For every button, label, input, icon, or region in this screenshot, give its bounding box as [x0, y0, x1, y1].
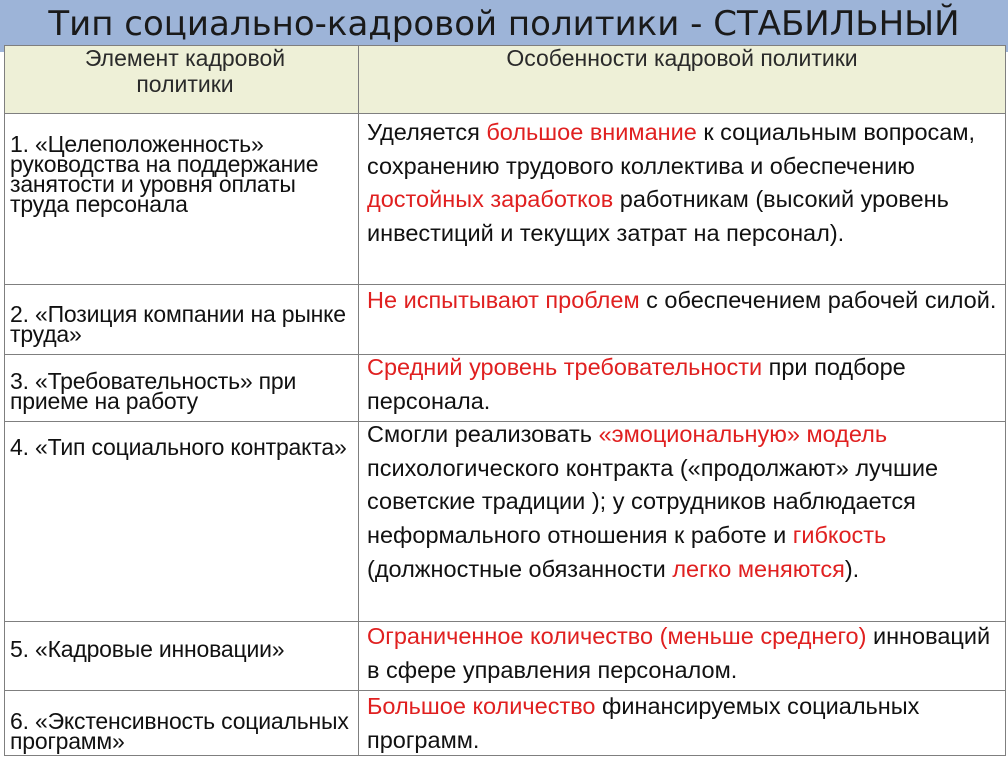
detail-text: с обеспечением рабочей силой. [639, 287, 997, 313]
detail-text: к социальным вопросам, сохранению трудового коллектива и обеспечению [367, 119, 976, 179]
detail-text: финансируемых социальных программ. [367, 693, 920, 753]
row-5-details [367, 620, 1003, 687]
highlighted-text: легко меняются [672, 555, 845, 582]
detail-text: психологического контракта («продолжают» лучшие советские традиции ); у сотрудников наблюдается неформального отношения к работе и [367, 454, 939, 549]
header-features: Особенности кадровой политики [506, 45, 858, 71]
row-4-element: 4. «Тип социального контракта» [10, 434, 347, 460]
row-1-details [367, 116, 1003, 251]
highlighted-text: Большое количество [367, 693, 596, 719]
detail-text: при подборе персонала. [367, 354, 906, 414]
detail-text: ). [844, 555, 860, 582]
row-6-details [367, 690, 1003, 757]
detail-text: (должностные обязанности [367, 555, 673, 582]
detail-text: Смогли реализовать [367, 421, 599, 447]
row-3-element: 3. «Требовательность» при приеме на работу [10, 368, 297, 414]
row-5-element: 5. «Кадровые инновации» [10, 636, 285, 662]
detail-text: Уделяется [367, 119, 487, 145]
row-1-element: 1. «Целеположенность» руководства на поддержание занятости и уровня оплаты труда персонала [10, 131, 319, 217]
detail-text: работникам (высокий уровень инвестиций и текущих затрат на персонал). [367, 186, 949, 247]
column-divider [358, 45, 359, 756]
row-divider [4, 113, 1006, 114]
highlighted-text: Средний уровень требовательности [367, 354, 763, 380]
highlighted-text: «эмоциональную» модель [598, 421, 888, 447]
slide-title: Тип социально-кадровой политики - СТАБИЛЬНЫЙ [48, 4, 960, 44]
highlighted-text: Не испытывают проблем [367, 287, 640, 313]
row-2-details [367, 284, 1003, 318]
row-6-element: 6. «Экстенсивность социальных программ» [10, 708, 349, 754]
header-element: Элемент кадровой политики [84, 45, 286, 97]
highlighted-text: достойных заработков [367, 186, 614, 213]
row-2-element: 2. «Позиция компании на рынке труда» [10, 301, 346, 347]
highlighted-text: большое внимание [486, 119, 697, 145]
row-4-details [367, 418, 1003, 587]
highlighted-text: гибкость [792, 522, 887, 549]
highlighted-text: Ограниченное количество (меньше среднего) [367, 623, 867, 649]
detail-text: инноваций в сфере управления персоналом. [367, 623, 991, 683]
row-3-details [367, 351, 1003, 418]
